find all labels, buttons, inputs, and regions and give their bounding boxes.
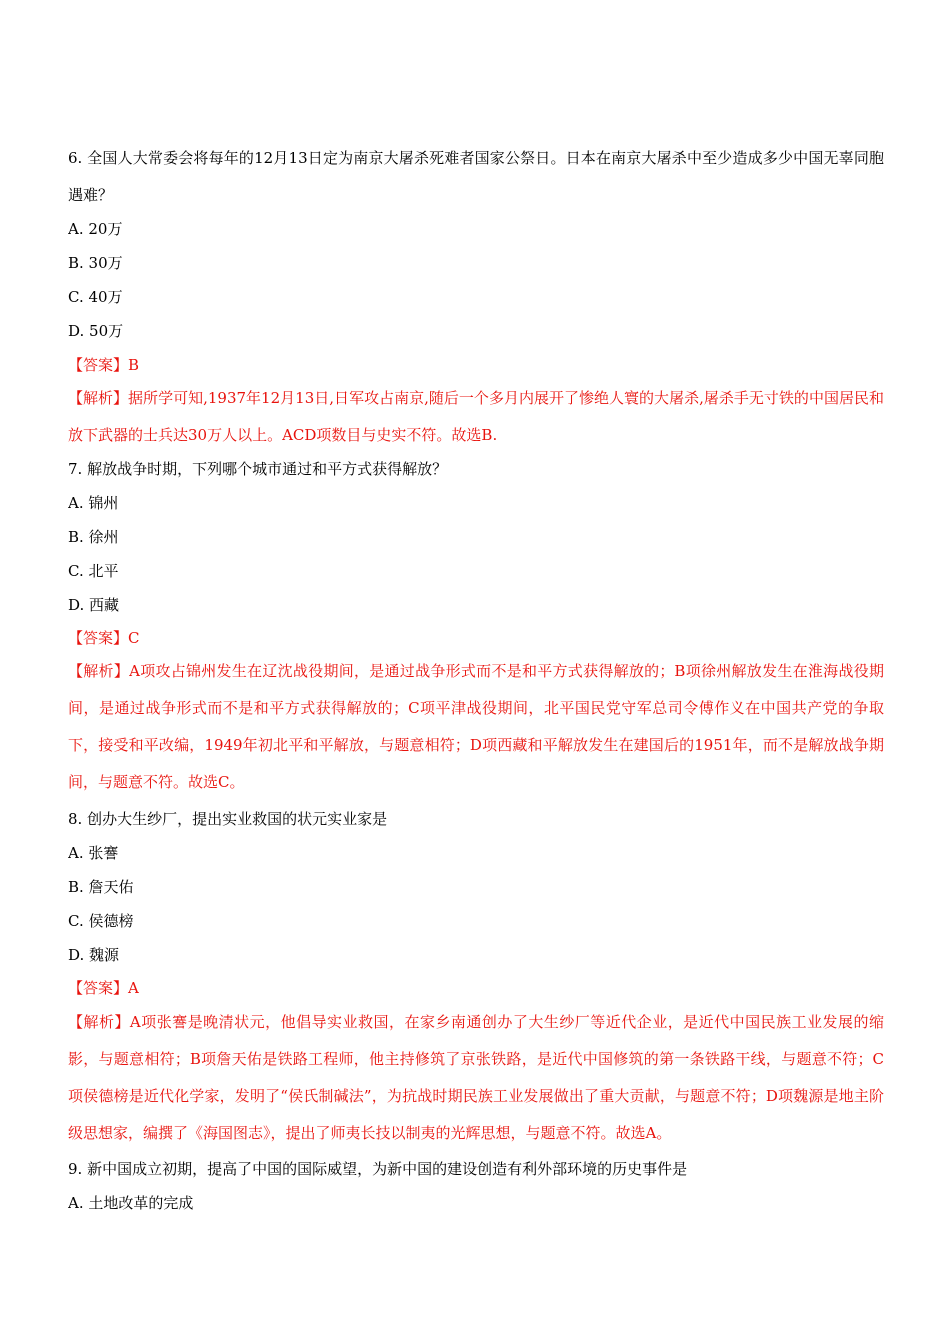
question-8-answer: 【答案】A — [68, 979, 139, 997]
question-7-stem: 7. 解放战争时期，下列哪个城市通过和平方式获得解放？ — [68, 460, 448, 478]
question-7-answer: 【答案】C — [68, 629, 140, 647]
question-6-option-d: D. 50万 — [68, 322, 124, 340]
question-7-option-d: D. 西藏 — [68, 596, 120, 614]
question-6-answer: 【答案】B — [68, 356, 140, 374]
question-8-option-d: D. 魏源 — [68, 946, 120, 964]
question-8-option-c: C. 侯德榜 — [68, 912, 134, 930]
question-6-stem: 6. 全国人大常委会将每年的12月13日定为南京大屠杀死难者国家公祭日。日本在南京大屠杀中至少造成多少中国无辜同胞遇难？ — [68, 149, 884, 204]
question-6-option-c: C. 40万 — [68, 288, 123, 306]
question-8-analysis: 【解析】A项张謇是晚清状元，他倡导实业救国，在家乡南通创办了大生纱厂等近代企业，是近代中国民族工业发展的缩影，与题意相符；B项詹天佑是铁路工程师，他主持修筑了京张铁路，是近代中国修筑的第一条铁路干线，与题意不符；C项侯德榜是近代化学家，发明了“侯氏制碱法”，为抗战时期民族工业发展做出了重大贡献，与题意不符；D项魏源是地主阶级思想家，编撰了《海国图志》，提出了师夷长技以制夷的光辉思想，与题意不符。故选A。 — [68, 1013, 884, 1142]
question-7-option-b: B. 徐州 — [68, 528, 119, 546]
question-9-option-a: A. 土地改革的完成 — [68, 1194, 194, 1212]
question-7-option-c: C. 北平 — [68, 562, 119, 580]
question-6-option-a: A. 20万 — [68, 220, 123, 238]
question-8-option-a: A. 张謇 — [68, 844, 119, 862]
question-8-stem: 8. 创办大生纱厂，提出实业救国的状元实业家是 — [68, 810, 388, 828]
question-9-stem: 9. 新中国成立初期，提高了中国的国际威望，为新中国的建设创造有利外部环境的历史事件是 — [68, 1160, 688, 1178]
question-7-analysis: 【解析】A项攻占锦州发生在辽沈战役期间，是通过战争形式而不是和平方式获得解放的；B项徐州解放发生在淮海战役期间，是通过战争形式而不是和平方式获得解放的；C项平津战役期间，北平国民党守军总司令傅作义在中国共产党的争取下，接受和平改编，1949年初北平和平解放，与题意相符；D项西藏和平解放发生在建国后的1951年，而不是解放战争期间，与题意不符。故选C。 — [68, 662, 884, 791]
question-7-option-a: A. 锦州 — [68, 494, 119, 512]
question-6-analysis: 【解析】据所学可知,1937年12月13日,日军攻占南京,随后一个多月内展开了惨绝人寰的大屠杀,屠杀手无寸铁的中国居民和放下武器的士兵达30万人以上。ACD项数目与史实不符。故选B. — [68, 389, 884, 444]
question-8-option-b: B. 詹天佑 — [68, 878, 134, 896]
question-6-option-b: B. 30万 — [68, 254, 123, 272]
